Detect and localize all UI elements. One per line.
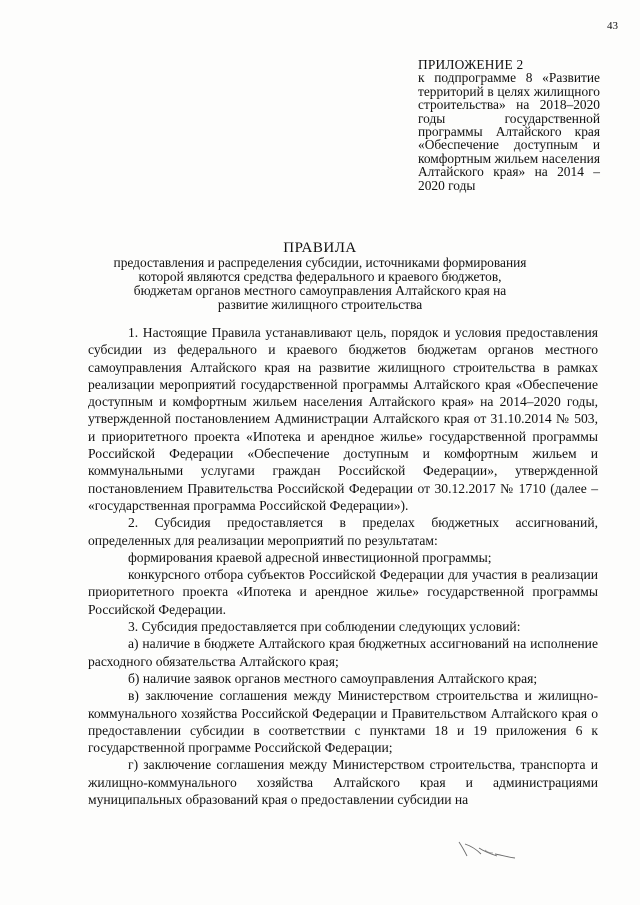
paragraph: 2. Субсидия предоставляется в пределах бюджетных ассигнований, определенных для реализации мероприятий по результатам: <box>88 515 598 548</box>
paragraph: конкурсного отбора субъектов Российской Федерации для участия в реализации приоритетного проекта «Ипотека и арендное жилье» государственной программы Российской Федерации. <box>88 567 598 617</box>
handwritten-signature <box>455 838 525 862</box>
appendix-title: ПРИЛОЖЕНИЕ 2 <box>418 57 524 72</box>
paragraph: б) наличие заявок органов местного самоуправления Алтайского края; <box>128 670 538 686</box>
rules-title: ПРАВИЛА <box>283 240 357 256</box>
document-body <box>88 324 598 808</box>
rules-subtitle: предоставления и распределения субсидии, источниками формирования которой являются средства федерального и краевого бюджетов, бюджетам органов местного самоуправления Алтайского края на развитие жилищного строительства <box>113 255 527 312</box>
paragraph: в) заключение соглашения между Министерством строительства и жилищно-коммунального хозяйства Российской Федерации и Правительством Алтайского края о предоставлении субсидии в соответствии с пунктами 18 и 19 приложения 6 к государственной программе Российской Федерации; <box>88 688 598 756</box>
paragraph: формирования краевой адресной инвестиционной программы; <box>128 549 492 565</box>
paragraph: 1. Настоящие Правила устанавливают цель, порядок и условия предоставления субсидии из федерального и краевого бюджетов бюджетам органов местного самоуправления Алтайского края на развитие жилищного строительства в рамках реализации мероприятий государственной программы Алтайского края «Обеспечение доступным и комфортным жильем населения Алтайского края» на 2014–2020 годы, утвержденной постановлением Администрации Алтайского края от 31.10.2014 № 503, и приоритетного проекта «Ипотека и арендное жилье» государственной программы Российской Федерации «Обеспечение доступным и комфортным жильем и коммунальными услугами граждан Российской Федерации», утвержденной постановлением Правительства Российской Федерации от 30.12.2017 № 1710 (далее – «государственная программа Российской Федерации»). <box>88 325 598 513</box>
page-number: 43 <box>607 20 618 32</box>
appendix-block <box>418 58 600 192</box>
paragraph: а) наличие в бюджете Алтайского края бюджетных ассигнований на исполнение расходного обязательства Алтайского края; <box>88 636 598 669</box>
paragraph: г) заключение соглашения между Министерством строительства, транспорта и жилищно-коммунального хозяйства Алтайского края и администрациями муниципальных образований края о предоставлении субсидии на <box>88 757 598 808</box>
appendix-text: к подпрограмме 8 «Развитие территорий в целях жилищного строительства» на 2018–2020 годы государственной программы Алтайского края «Обеспечение доступным и комфортным жильем населения Алтайского края» на 2014 – 2020 годы <box>418 70 600 193</box>
paragraph: 3. Субсидия предоставляется при соблюдении следующих условий: <box>128 619 521 635</box>
